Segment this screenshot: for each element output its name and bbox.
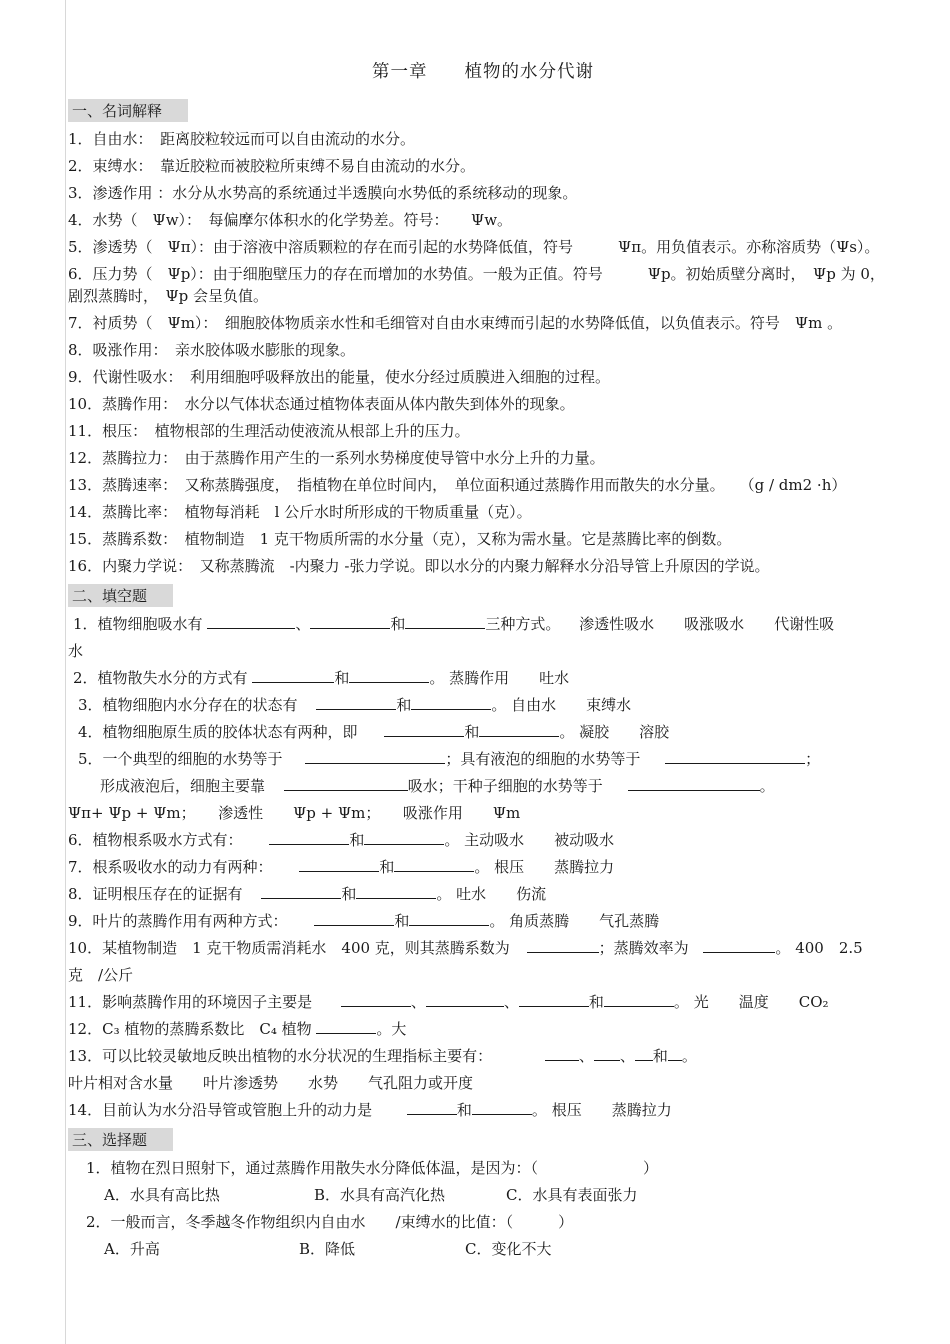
document-page	[68, 58, 898, 1265]
answer-blank	[479, 722, 559, 737]
choice-question-1: 1．植物在烈日照射下，通过蒸腾作用散失水分降低体温，是因为：（ ）	[86, 1159, 659, 1177]
definition-item: 12．蒸腾拉力： 由于蒸腾作用产生的一系列水势梯度使导管中水分上升的力量。	[68, 449, 605, 467]
answer-blank	[261, 884, 341, 899]
section-heading-fill-in: 二、填空题	[68, 584, 173, 607]
answer-blank	[405, 614, 485, 629]
section-heading-multiple-choice: 三、选择题	[68, 1128, 173, 1151]
answer-blank	[356, 884, 436, 899]
answer-blank	[703, 938, 775, 953]
fill-question-5: 5．一个典型的细胞的水势等于 ；具有液泡的细胞的水势等于 ；	[78, 750, 821, 768]
fill-question-13: 13．可以比较灵敏地反映出植物的水分状况的生理指标主要有： 、 、 和 。	[68, 1047, 697, 1065]
answer-text: 吐水 伤流	[456, 885, 547, 903]
definition-item: 2．束缚水： 靠近胶粒而被胶粒所束缚不易自由流动的水分。	[68, 157, 476, 175]
answer-text: 根压 蒸腾拉力	[494, 858, 615, 876]
answer-blank	[384, 722, 464, 737]
fill-question-6: 6．植物根系吸水方式有： 和 。 主动吸水 被动吸水	[68, 831, 615, 849]
answer-text: 主动吸水 被动吸水	[464, 831, 615, 849]
choice-option-b: B．降低	[299, 1240, 356, 1258]
answer-blank	[364, 830, 444, 845]
answer-blank	[314, 911, 394, 926]
fill-question-4: 4．植物细胞原生质的胶体状态有两种，即 和 。 凝胶 溶胶	[78, 723, 670, 741]
definition-item: 6．压力势（ Ψp）：由于细胞壁压力的存在而增加的水势值。一般为正值。符号 Ψp。初始质壁分离时， Ψp 为 0，剧烈蒸腾时， Ψp 会呈负值。	[68, 265, 885, 305]
answer-blank	[411, 695, 491, 710]
fill-question-3: 3．植物细胞内水分存在的状态有 和 。 自由水 束缚水	[78, 696, 632, 714]
fill-question-1: 1．植物细胞吸水有 、 和 三种方式。 渗透性吸水 吸涨吸水 代谢性吸	[73, 615, 835, 633]
fill-question-5-answer: Ψπ+ Ψp + Ψm； 渗透性 Ψp + Ψm； 吸涨作用 Ψm	[68, 804, 521, 822]
fill-question-8: 8．证明根压存在的证据有 和 。 吐水 伤流	[68, 885, 547, 903]
choice-option-b: B．水具有高汽化热	[314, 1186, 446, 1204]
answer-blank	[519, 992, 589, 1007]
definition-item: 16．内聚力学说： 又称蒸腾流 -内聚力 -张力学说。即以水分的内聚力解释水分沿导管上升原因的学说。	[68, 557, 770, 575]
answer-blank	[426, 992, 504, 1007]
fill-question-10: 10．某植物制造 1 克干物质需消耗水 400 克，则其蒸腾系数为 ；蒸腾效率为 。 400 2.5	[68, 939, 863, 957]
fill-question-12: 12．C₃ 植物的蒸腾系数比 C₄ 植物 。大	[68, 1020, 407, 1038]
answer-blank	[472, 1100, 532, 1115]
fill-question-7: 7．根系吸收水的动力有两种： 和 。 根压 蒸腾拉力	[68, 858, 615, 876]
answer-blank	[409, 911, 489, 926]
answer-blank	[207, 614, 295, 629]
answer-blank	[305, 749, 445, 764]
choice-option-c: C．变化不大	[465, 1240, 552, 1258]
choice-question-2: 2．一般而言，冬季越冬作物组织内自由水 /束缚水的比值：（ ）	[86, 1213, 574, 1231]
answer-text: 根压 蒸腾拉力	[551, 1101, 672, 1119]
choice-option-c: C．水具有表面张力	[506, 1186, 638, 1204]
answer-text: 凝胶 溶胶	[579, 723, 670, 741]
fill-question-5-continued: 形成液泡后，细胞主要靠 吸水；干种子细胞的水势等于 。	[100, 777, 775, 795]
definition-item: 3．渗透作用 ：水分从水势高的系统通过半透膜向水势低的系统移动的现象。	[68, 184, 578, 202]
fill-question-9: 9．叶片的蒸腾作用有两种方式： 和 。 角质蒸腾 气孔蒸腾	[68, 912, 660, 930]
definition-item: 9．代谢性吸水： 利用细胞呼吸释放出的能量，使水分经过质膜进入细胞的过程。	[68, 368, 611, 386]
definition-item: 10．蒸腾作用： 水分以气体状态通过植物体表面从体内散失到体外的现象。	[68, 395, 575, 413]
answer-blank	[635, 1046, 653, 1061]
definition-item: 11．根压： 植物根部的生理活动使液流从根部上升的压力。	[68, 422, 470, 440]
answer-blank	[665, 749, 805, 764]
fill-question-10-continued: 克 /公斤	[68, 966, 134, 984]
answer-blank	[545, 1046, 579, 1061]
answer-text: 渗透性吸水 吸涨吸水 代谢性吸	[579, 615, 835, 633]
choice-option-a: A．升高	[104, 1240, 160, 1258]
answer-blank	[594, 1046, 620, 1061]
definition-item: 7．衬质势（ Ψm）： 细胞胶体物质亲水性和毛细管对自由水束缚而引起的水势降低值，以负值表示。符号 Ψm 。	[68, 314, 843, 332]
answer-text: 蒸腾作用 吐水	[449, 669, 570, 687]
section-heading-definitions: 一、名词解释	[68, 99, 188, 122]
page-edge-line	[65, 0, 66, 1344]
fill-question-1-continued: 水	[68, 642, 84, 660]
fill-question-13-answer: 叶片相对含水量 叶片渗透势 水势 气孔阻力或开度	[68, 1074, 474, 1092]
answer-blank	[604, 992, 674, 1007]
definition-item: 15．蒸腾系数： 植物制造 1 克干物质所需的水分量（克），又称为需水量。它是蒸腾比率的倒数。	[68, 530, 732, 548]
answer-blank	[341, 992, 411, 1007]
fill-question-2: 2．植物散失水分的方式有 和 。 蒸腾作用 吐水	[73, 669, 570, 687]
choice-option-a: A．水具有高比热	[104, 1186, 220, 1204]
definition-item: 8．吸涨作用： 亲水胶体吸水膨胀的现象。	[68, 341, 356, 359]
answer-text: 400 2.5	[795, 939, 863, 957]
answer-blank	[284, 776, 408, 791]
fill-question-14: 14．目前认为水分沿导管或管胞上升的动力是 和 。 根压 蒸腾拉力	[68, 1101, 672, 1119]
answer-blank	[668, 1046, 682, 1061]
answer-blank	[527, 938, 599, 953]
chapter-title: 第一章 植物的水分代谢	[372, 62, 594, 82]
definition-item: 1．自由水： 距离胶粒较远而可以自由流动的水分。	[68, 130, 416, 148]
answer-blank	[316, 695, 396, 710]
answer-blank	[316, 1019, 376, 1034]
answer-blank	[394, 857, 474, 872]
definition-item: 13．蒸腾速率： 又称蒸腾强度， 指植物在单位时间内， 单位面积通过蒸腾作用而散失的水分量。 （g / dm2 ·h）	[68, 476, 847, 494]
answer-blank	[252, 668, 334, 683]
definition-item: 14．蒸腾比率： 植物每消耗 l 公斤水时所形成的干物质重量（克）。	[68, 503, 532, 521]
answer-blank	[269, 830, 349, 845]
choice-options-2	[68, 1238, 898, 1260]
choice-options-1	[68, 1184, 898, 1206]
answer-blank	[628, 776, 760, 791]
fill-question-11: 11．影响蒸腾作用的环境因子主要是 、 、 和 。 光 温度 CO₂	[68, 993, 829, 1011]
answer-text: 角质蒸腾 气孔蒸腾	[509, 912, 660, 930]
definition-item: 5．渗透势（ Ψπ）：由于溶液中溶质颗粒的存在而引起的水势降低值，符号 Ψπ。用负值表示。亦称溶质势（Ψs）。	[68, 238, 880, 256]
answer-text: 自由水 束缚水	[511, 696, 632, 714]
definition-item: 4．水势（ Ψw）： 每偏摩尔体积水的化学势差。符号： Ψw。	[68, 211, 513, 229]
answer-text: 光 温度 CO₂	[693, 993, 829, 1011]
answer-blank	[299, 857, 379, 872]
answer-blank	[349, 668, 429, 683]
answer-blank	[310, 614, 390, 629]
answer-blank	[407, 1100, 457, 1115]
